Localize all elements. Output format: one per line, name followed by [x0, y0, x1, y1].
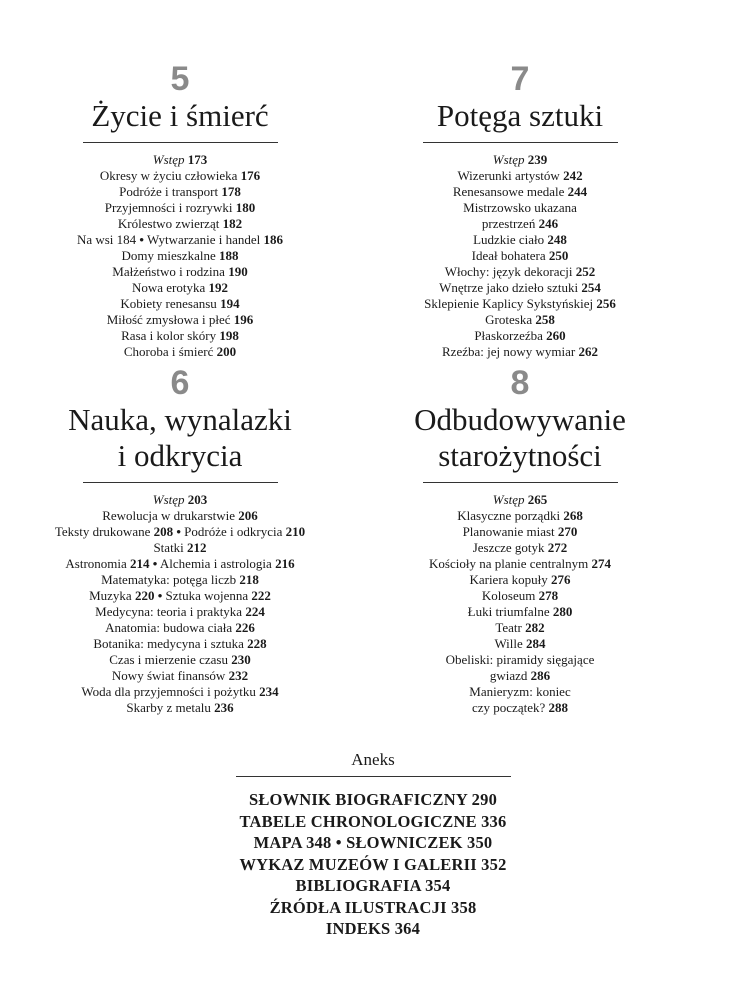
- toc-entry-page: 220: [134, 588, 155, 603]
- toc-entry[interactable]: [370, 216, 670, 232]
- toc-entry-page: 272: [547, 540, 568, 555]
- toc-entry[interactable]: [370, 572, 670, 588]
- toc-entry-label: Mistrzowsko ukazana: [463, 200, 577, 215]
- toc-entry-label: Matematyka: potęga liczb: [101, 572, 237, 587]
- toc-entry-label: Domy mieszkalne: [121, 248, 216, 263]
- toc-entry[interactable]: [30, 540, 330, 556]
- chapter-number: 6: [170, 364, 190, 402]
- toc-entry[interactable]: [30, 328, 330, 344]
- bullet-separator: •: [152, 556, 158, 571]
- toc-entry-page: 244: [567, 184, 588, 199]
- section-chapter-7: [370, 62, 670, 360]
- toc-entry-page: 270: [557, 524, 578, 539]
- toc-entry[interactable]: [30, 588, 330, 604]
- toc-entry-label: Obeliski: piramidy sięgające: [445, 652, 595, 667]
- annex-item[interactable]: TABELE CHRONOLOGICZNE 336: [239, 811, 507, 831]
- toc-entry-label: Łuki triumfalne: [467, 604, 550, 619]
- toc-entry-label: Kobiety renesansu: [120, 296, 217, 311]
- toc-entry-label: Wizerunki artystów: [457, 168, 560, 183]
- toc-entry[interactable]: [30, 184, 330, 200]
- chapter-title: [30, 402, 330, 474]
- section-chapter-5: [30, 62, 330, 360]
- toc-entry-page: 180: [235, 200, 256, 215]
- toc-entry-page: 186: [263, 232, 284, 247]
- toc-entry[interactable]: [30, 280, 330, 296]
- toc-entry-label: Przyjemności i rozrywki: [104, 200, 233, 215]
- chapter-title-line: Nauka, wynalazki: [68, 402, 292, 437]
- toc-entry[interactable]: [370, 264, 670, 280]
- toc-entry-page: 286: [530, 668, 551, 683]
- toc-entry[interactable]: [370, 620, 670, 636]
- toc-entry-label: przestrzeń: [481, 216, 536, 231]
- toc-entry-label: Miłość zmysłowa i płeć: [106, 312, 231, 327]
- toc-entry-label: Planowanie miast: [462, 524, 555, 539]
- toc-entry-label: Wytwarzanie i handel: [147, 232, 261, 247]
- toc-entry[interactable]: [30, 604, 330, 620]
- annex-divider: [236, 776, 511, 777]
- toc-entry[interactable]: [30, 312, 330, 328]
- toc-entry-label: Podróże i odkrycia: [184, 524, 283, 539]
- toc-entry-page: 208: [153, 524, 174, 539]
- chapter-divider: [423, 142, 618, 143]
- toc-entry-page: 248: [547, 232, 567, 247]
- toc-entry-page: 226: [235, 620, 255, 635]
- toc-entry-label: Choroba i śmierć: [123, 344, 214, 359]
- toc-entry-page: 252: [575, 264, 596, 279]
- toc-entry-page: 188: [218, 248, 239, 263]
- toc-entry-label: Wnętrze jako dzieło sztuki: [439, 280, 579, 295]
- toc-entry-label: Alchemia i astrologia: [159, 556, 272, 571]
- toc-entry-label: Ideał bohatera: [471, 248, 546, 263]
- chapter-number: 5: [170, 60, 190, 98]
- annex-section: [173, 750, 573, 940]
- toc-entry-label: Włochy: język dekoracji: [444, 264, 573, 279]
- toc-entry-page: 274: [591, 556, 611, 571]
- toc-entry-label: Nowa erotyka: [131, 280, 206, 295]
- toc-entry-page: 198: [219, 328, 239, 343]
- toc-entry[interactable]: [370, 200, 670, 216]
- toc-entry-page: 192: [208, 280, 229, 295]
- toc-entry[interactable]: [370, 248, 670, 264]
- toc-entry-page: 265: [527, 492, 548, 507]
- toc-entry-page: 284: [526, 636, 546, 651]
- toc-entry[interactable]: [370, 700, 670, 716]
- toc-entry-label: Wstęp: [152, 492, 185, 507]
- toc-entry[interactable]: [370, 604, 670, 620]
- toc-entry-label: gwiazd: [489, 668, 528, 683]
- toc-entry-label: Podróże i transport: [119, 184, 219, 199]
- toc-entry[interactable]: [30, 152, 330, 168]
- toc-entry-label: Anatomia: budowa ciała: [105, 620, 233, 635]
- bullet-separator: •: [176, 524, 181, 539]
- toc-entry[interactable]: [30, 296, 330, 312]
- toc-entry[interactable]: [30, 636, 330, 652]
- toc-entry-page: 200: [216, 344, 237, 359]
- toc-entry[interactable]: [30, 248, 330, 264]
- toc-entry-page: 178: [221, 184, 241, 199]
- toc-entry[interactable]: [30, 264, 330, 280]
- toc-entry[interactable]: [370, 684, 670, 700]
- toc-entry-label: Teksty drukowane: [54, 524, 151, 539]
- toc-entry[interactable]: [370, 232, 670, 248]
- toc-entry-page: 276: [551, 572, 571, 587]
- toc-entry-page: 246: [538, 216, 559, 231]
- toc-entry-page: 194: [220, 296, 240, 311]
- toc-entry-page: 254: [581, 280, 601, 295]
- toc-entry[interactable]: [30, 572, 330, 588]
- toc-entry[interactable]: [370, 344, 670, 360]
- chapter-divider: [83, 482, 278, 483]
- toc-entry-label: Królestwo zwierząt: [117, 216, 220, 231]
- toc-entry-label: Sztuka wojenna: [165, 588, 249, 603]
- toc-entry-list: [30, 152, 330, 360]
- toc-entry[interactable]: [370, 668, 670, 684]
- toc-entry[interactable]: [30, 168, 330, 184]
- toc-entry-label: Na wsi 184: [76, 232, 137, 247]
- toc-entry[interactable]: [370, 152, 670, 168]
- toc-entry-label: Teatr: [495, 620, 522, 635]
- toc-entry-page: 278: [538, 588, 559, 603]
- toc-entry-label: Płaskorzeźba: [474, 328, 543, 343]
- toc-entry-page: 280: [552, 604, 573, 619]
- toc-entry[interactable]: [30, 200, 330, 216]
- toc-entry-list: [370, 492, 670, 716]
- toc-entry-label: Wstęp: [152, 152, 185, 167]
- toc-entry-label: Wstęp: [492, 492, 525, 507]
- toc-entry-page: 182: [222, 216, 243, 231]
- chapter-title-line: Potęga sztuki: [436, 98, 604, 133]
- toc-entry-label: Sklepienie Kaplicy Sykstyńskiej: [424, 296, 594, 311]
- chapter-title-line: Życie i śmierć: [91, 98, 269, 133]
- toc-entry-label: Kościoły na planie centralnym: [429, 556, 589, 571]
- toc-entry-label: Wille: [494, 636, 523, 651]
- toc-entry-page: 268: [563, 508, 583, 523]
- toc-entry-label: Ludzkie ciało: [473, 232, 545, 247]
- toc-entry-page: 222: [251, 588, 271, 603]
- toc-entry-label: Rasa i kolor skóry: [121, 328, 217, 343]
- chapter-title-line: Odbudowywanie: [414, 402, 626, 437]
- bullet-separator: •: [157, 588, 163, 603]
- toc-entry[interactable]: [30, 556, 330, 572]
- toc-entry[interactable]: [30, 652, 330, 668]
- toc-entry[interactable]: [30, 620, 330, 636]
- chapter-title: [370, 98, 670, 134]
- toc-entry-label: Rzeźba: jej nowy wymiar: [442, 344, 576, 359]
- chapter-number: 7: [510, 60, 530, 98]
- toc-entry-page: 242: [563, 168, 583, 183]
- toc-entry-page: 196: [233, 312, 254, 327]
- toc-entry-page: 216: [275, 556, 295, 571]
- toc-entry-label: Wstęp: [492, 152, 525, 167]
- toc-entry-label: Manieryzm: koniec: [469, 684, 571, 699]
- annex-item[interactable]: ŹRÓDŁA ILUSTRACJI 358: [269, 897, 477, 917]
- toc-entry-label: Botanika: medycyna i sztuka: [93, 636, 244, 651]
- toc-entry-page: 282: [525, 620, 545, 635]
- toc-entry[interactable]: [370, 524, 670, 540]
- section-chapter-6: [30, 366, 330, 716]
- toc-entry[interactable]: [30, 508, 330, 524]
- toc-entry-label: Renesansowe medale: [452, 184, 565, 199]
- toc-entry-label: Astronomia: [65, 556, 127, 571]
- toc-entry-page: 190: [228, 264, 248, 279]
- toc-entry-page: 234: [259, 684, 279, 699]
- toc-entry-label: Medycyna: teoria i praktyka: [95, 604, 243, 619]
- toc-entry[interactable]: [370, 328, 670, 344]
- toc-entry-label: Skarby z metalu: [126, 700, 211, 715]
- toc-entry-page: 218: [239, 572, 259, 587]
- toc-entry-label: Jeszcze gotyk: [472, 540, 545, 555]
- toc-entry-page: 288: [548, 700, 568, 715]
- toc-entry-page: 176: [240, 168, 261, 183]
- annex-list: [173, 789, 573, 940]
- annex-item[interactable]: INDEKS 364: [325, 919, 421, 938]
- toc-entry[interactable]: [370, 492, 670, 508]
- toc-entry-page: 239: [527, 152, 548, 167]
- toc-entry[interactable]: [30, 492, 330, 508]
- chapter-title: [370, 402, 670, 474]
- toc-entry[interactable]: [370, 588, 670, 604]
- toc-entry-page: 203: [187, 492, 208, 507]
- toc-entry-page: 210: [285, 524, 306, 539]
- toc-entry-label: Rewolucja w drukarstwie: [102, 508, 236, 523]
- toc-entry[interactable]: [30, 216, 330, 232]
- chapter-title-line: starożytności: [438, 438, 602, 473]
- toc-entry[interactable]: [370, 280, 670, 296]
- toc-entry-page: 224: [245, 604, 265, 619]
- toc-entry[interactable]: [370, 312, 670, 328]
- toc-entry-label: Muzyka: [89, 588, 132, 603]
- annex-item[interactable]: SŁOWNIK BIOGRAFICZNY 290: [248, 790, 498, 809]
- toc-entry[interactable]: [370, 636, 670, 652]
- annex-item[interactable]: WYKAZ MUZEÓW I GALERII 352: [239, 854, 507, 874]
- toc-entry-page: 228: [247, 636, 267, 651]
- toc-entry[interactable]: [30, 700, 330, 716]
- toc-entry[interactable]: [370, 540, 670, 556]
- chapter-number: 8: [510, 364, 530, 402]
- toc-entry[interactable]: [30, 344, 330, 360]
- toc-entry-page: 256: [596, 296, 616, 311]
- toc-entry-page: 236: [214, 700, 234, 715]
- annex-item[interactable]: BIBLIOGRAFIA 354: [295, 876, 451, 895]
- toc-entry[interactable]: [370, 556, 670, 572]
- toc-entry-page: 232: [228, 668, 249, 683]
- chapter-divider: [83, 142, 278, 143]
- toc-entry[interactable]: [370, 652, 670, 668]
- toc-entry-list: [30, 492, 330, 716]
- toc-entry[interactable]: [30, 684, 330, 700]
- toc-entry[interactable]: [370, 184, 670, 200]
- bullet-separator: •: [139, 232, 144, 247]
- toc-entry[interactable]: [30, 232, 330, 248]
- toc-entry-list: [370, 152, 670, 360]
- toc-entry-label: Groteska: [485, 312, 533, 327]
- toc-entry-label: Klasyczne porządki: [457, 508, 561, 523]
- toc-entry-page: 258: [535, 312, 555, 327]
- toc-entry-label: czy początek?: [471, 700, 546, 715]
- toc-entry-page: 262: [578, 344, 598, 359]
- chapter-title-line: i odkrycia: [117, 438, 243, 473]
- toc-entry[interactable]: [370, 508, 670, 524]
- toc-entry-label: Statki: [153, 540, 184, 555]
- toc-entry-label: Czas i mierzenie czasu: [109, 652, 228, 667]
- toc-entry-label: Koloseum: [481, 588, 536, 603]
- toc-entry[interactable]: [30, 524, 330, 540]
- toc-entry-page: 206: [238, 508, 258, 523]
- chapter-divider: [423, 482, 618, 483]
- toc-entry-page: 173: [187, 152, 208, 167]
- toc-entry-label: Kariera kopuły: [469, 572, 548, 587]
- toc-entry-label: Woda dla przyjemności i pożytku: [81, 684, 256, 699]
- toc-entry-page: 214: [130, 556, 150, 571]
- toc-entry-page: 230: [231, 652, 251, 667]
- annex-item[interactable]: MAPA 348 • SŁOWNICZEK 350: [253, 833, 493, 852]
- toc-entry-label: Nowy świat finansów: [111, 668, 226, 683]
- toc-entry-page: 250: [548, 248, 569, 263]
- toc-entry-label: Małżeństwo i rodzina: [112, 264, 225, 279]
- toc-entry-page: 212: [187, 540, 207, 555]
- annex-title: Aneks: [351, 750, 395, 769]
- section-chapter-8: [370, 366, 670, 716]
- chapter-title: [30, 98, 330, 134]
- toc-entry[interactable]: [370, 168, 670, 184]
- toc-entry[interactable]: [30, 668, 330, 684]
- toc-entry-label: Okresy w życiu człowieka: [99, 168, 238, 183]
- toc-entry-page: 260: [546, 328, 566, 343]
- toc-entry[interactable]: [370, 296, 670, 312]
